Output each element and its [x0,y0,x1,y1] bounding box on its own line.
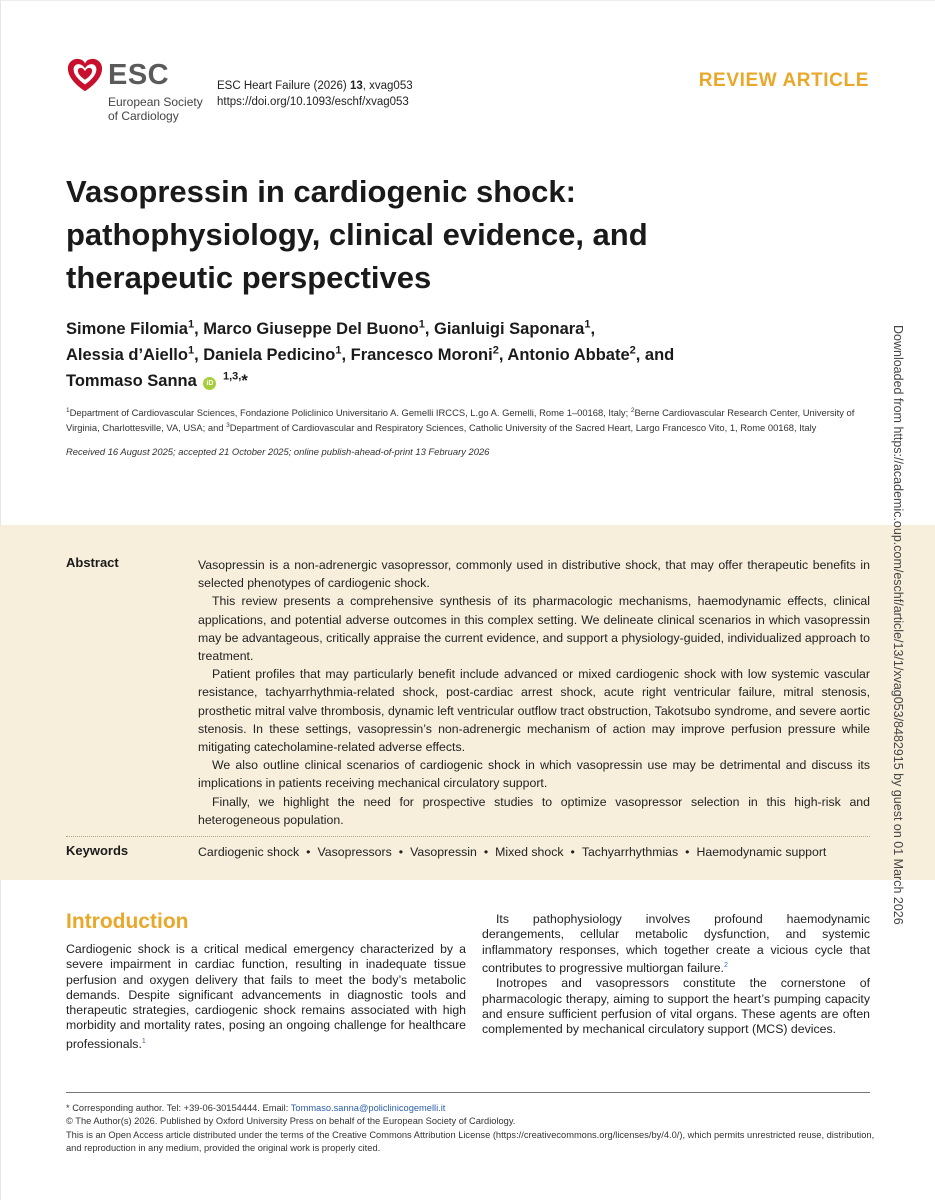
author-affiliation: 1 [187,318,195,331]
logo-society-name [108,95,228,123]
journal-volume: 13 [349,80,363,92]
paragraph-text: Its pathophysiology involves profound haemodynamic derangements, cellular metabolic dysfunction, and systemic inflammatory responses, which together create a vicious cycle that contributes to progressive multiorgan failure. [482,912,870,975]
author-affiliation: 1 [418,318,425,331]
abstract-paragraph: Finally, we highlight the need for prospective studies to optimize vasopressor selection in this high-risk and heterogeneous population. [198,794,870,827]
abstract-paragraph: This review presents a comprehensive synthesis of its pharmacologic mechanisms, haemodynamic effects, clinical applications, and potential adverse outcomes in this complex setting. We delineate clinical scenarios in which vasopressin may be advantageous, critically appraise the current evidence, and support a physiology-guided, individualized approach to treatment. [198,594,870,664]
author-separator: , [498,346,508,364]
keyword: Tachyarrhythmias [581,845,679,859]
article-title: Vasopressin in cardiogenic shock: pathophysiology, clinical evidence, and therapeutic perspectives [66,174,648,295]
corresponding-author-text: * Corresponding author. Tel: +39-06-30154444. Email: [66,1103,291,1113]
logo-name-line2: of Cardiology [108,109,179,123]
abstract-paragraph: Vasopressin is a non-adrenergic vasopressor, commonly used in distributive shock, that may offer therapeutic benefits in selected phenotypes of cardiogenic shock. [198,558,870,591]
body-column-left [66,942,466,1052]
keywords-divider [66,836,870,837]
author-affiliation: 1 [584,318,591,331]
keyword: Vasopressors [317,845,392,859]
keyword: Mixed shock [495,845,564,859]
keyword: Haemodynamic support [696,845,827,859]
keyword-separator: • [306,845,311,859]
footnotes [66,1102,878,1155]
journal-name: ESC Heart Failure (2026) [217,80,350,92]
author-separator: , [194,320,204,338]
abstract-paragraph: We also outline clinical scenarios of cardiogenic shock in which vasopressin use may be detrimental and discuss its implications in patients receiving mechanical circulatory support. [198,758,870,791]
keyword: Cardiogenic shock [198,845,300,859]
license-note: This is an Open Access article distributed under the terms of the Creative Commons Attribution License (https://creativecommons.org/licenses/by/4.0/), which permits unrestricted reuse, distribution, and reproduction in any medium, provided the original work is properly cited. [66,1129,875,1153]
author-list [66,316,826,394]
author-separator: , and [635,346,675,364]
author-affiliation: 2 [629,344,636,357]
affiliation-number: 1 [66,407,70,414]
author-name[interactable]: Daniela Pedicino [203,346,336,364]
keyword-separator: • [398,845,404,859]
author-affiliation: 2 [492,344,499,357]
affiliation-text: Department of Cardiovascular and Respiratory Sciences, Catholic University of the Sacred Heart, Largo Francesco Vito, 1, Rome 00168, Italy [229,422,817,434]
journal-ref [217,78,413,94]
abstract-label: Abstract [66,555,119,570]
author-affiliation: 1,3, [223,370,242,383]
author-separator: , [341,346,351,364]
author-name[interactable]: Tommaso Sanna [66,372,197,390]
introduction-heading: Introduction [66,910,189,933]
logo-name-line1: European Society [108,95,203,109]
corresponding-author-note [66,1102,878,1115]
body-paragraph [482,976,870,1037]
logo-abbreviation: ESC [108,59,170,91]
paragraph-text: Cardiogenic shock is a critical medical emergency characterized by a severe impairment in cardiac function, resulting in inadequate tissue perfusion and oxygen delivery that fails to meet the body’s metabolic demands. Despite significant advancements in diagnostic tools and therapeutic strategies, cardiogenic shock remains associated with high morbidity and mortality rates, posing an ongoing challenge for healthcare professionals. [66,942,466,1051]
author-separator: , [590,320,596,338]
copyright-note: © The Author(s) 2026. Published by Oxford University Press on behalf of the European Society of Cardiology. [66,1116,516,1127]
citation-link[interactable]: 2 [723,961,728,969]
author-name[interactable]: Simone Filomia [66,320,188,338]
author-name[interactable]: Francesco Moroni [350,346,493,364]
affiliation-text: Berne Cardiovascular Research Center, University of Virginia, Charlottesville, VA, USA; and [66,407,855,434]
keywords-list [198,845,826,859]
author-name[interactable]: Alessia d’Aiello [66,346,188,364]
author-separator: , [194,346,204,364]
body-column-right [482,912,870,1037]
email-link[interactable]: Tommaso.sanna@policlinicogemelli.it [290,1103,446,1113]
received-dates: Received 16 August 2025; accepted 21 October 2025; online publish-ahead-of-print 13 February 2026 [66,446,490,457]
keyword-separator: • [570,845,575,859]
keywords-label: Keywords [66,843,129,858]
footnote-rule [66,1092,870,1093]
author-separator: , [424,320,434,338]
affiliations [66,404,866,434]
download-watermark [889,325,905,925]
heart-logo-icon [66,57,104,95]
author-affiliation: 1 [187,344,195,357]
citation-link[interactable]: 1 [141,1037,146,1045]
author-name[interactable]: Antonio Abbate [507,346,630,364]
esc-logo [66,57,216,127]
abstract-paragraph: Patient profiles that may particularly benefit include advanced or mixed cardiogenic shock with low systemic vascular resistance, tachyarrhythmia-related shock, post-cardiac arrest shock, acute right ventricular failure, mitral stenosis, prosthetic mitral valve thrombosis, dynamic left ventricular outflow tract obstruction, Takotsubo syndrome, and severe aortic stenosis. In these settings, vasopressin’s non-adrenergic mechanism of action may improve perfusion pressure while mitigating catecholamine-related adverse effects. [198,667,870,755]
keyword-separator: • [685,845,690,859]
journal-citation [217,78,413,110]
author-affiliation: 1 [335,344,342,357]
affiliation-number: 3 [226,422,230,430]
doi-link[interactable]: https://doi.org/10.1093/eschf/xvag053 [217,96,409,108]
download-watermark-text: Downloaded from https://academic.oup.com/eschf/article/13/1/xvag053/8482915 by guest on 01 March 2026 [891,325,905,925]
author-name[interactable]: Gianluigi Saponara [433,320,585,338]
body-paragraph [66,942,466,1052]
keyword: Vasopressin [410,845,477,859]
author-name[interactable]: Marco Giuseppe Del Buono [203,320,419,338]
body-paragraph [482,912,870,976]
article-type-label: REVIEW ARTICLE [698,70,869,91]
article-number: , xvag053 [362,80,413,92]
affiliation-text: Department of Cardiovascular Sciences, Fondazione Policlinico Universitario A. Gemelli IRCCS, L.go A. Gemelli, Rome 1–00168, Italy; [69,407,631,419]
orcid-icon[interactable]: iD [203,377,216,390]
affiliation-number: 2 [630,407,635,414]
corresponding-author-mark: * [241,372,248,390]
keyword-separator: • [483,845,489,859]
paragraph-text: Inotropes and vasopressors constitute the cornerstone of pharmacologic therapy, aiming to support the heart’s pumping capacity and ensure sufficient perfusion of vital organs. These agents are often complemented by mechanical circulatory support (MCS) devices. [482,976,870,1037]
abstract-text [198,556,870,829]
